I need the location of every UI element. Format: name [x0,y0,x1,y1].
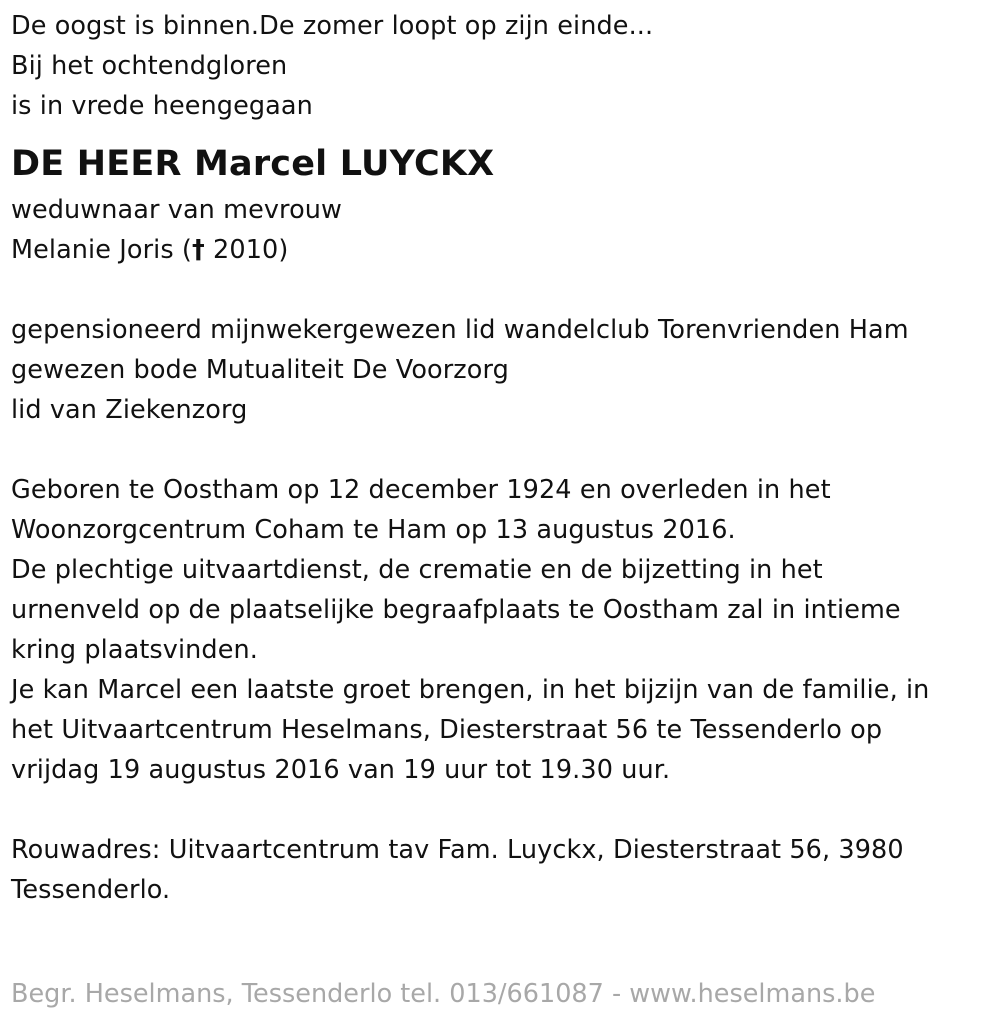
address-line-2: Tessenderlo. [11,875,171,905]
details-line-8: vrijdag 19 augustus 2016 van 19 uur tot 19.30 uur. [11,755,671,785]
funeral-home-footer: Begr. Heselmans, Tessenderlo tel. 013/661087 - www.heselmans.be [11,979,876,1009]
cross-icon: † [191,235,205,265]
spacer [11,790,991,830]
address-block [11,830,991,910]
address-line-1: Rouwadres: Uitvaartcentrum tav Fam. Luyckx, Diesterstraat 56, 3980 [11,835,904,865]
intro-block [11,6,991,126]
deceased-name: DE HEER Marcel LUYCKX [11,144,495,184]
relation-block [11,190,991,270]
details-line-6: Je kan Marcel een laatste groet brengen, in het bijzijn van de familie, in [11,675,930,705]
occupation-line-3: lid van Ziekenzorg [11,395,248,425]
details-line-2: Woonzorgcentrum Coham te Ham op 13 augustus 2016. [11,515,736,545]
intro-line-2: Bij het ochtendgloren [11,51,288,81]
occupation-block [11,310,991,430]
occupation-line-1: gepensioneerd mijnwekergewezen lid wandelclub Torenvrienden Ham [11,315,909,345]
occupation-line-2: gewezen bode Mutualiteit De Voorzorg [11,355,509,385]
spacer [11,430,991,470]
intro-line-3: is in vrede heengegaan [11,91,313,121]
details-line-3: De plechtige uitvaartdienst, de crematie en de bijzetting in het [11,555,823,585]
details-line-7: het Uitvaartcentrum Heselmans, Diesterstraat 56 te Tessenderlo op [11,715,883,745]
obituary-notice [11,6,991,910]
intro-line-1: De oogst is binnen.De zomer loopt op zijn einde... [11,11,654,41]
details-block [11,470,991,790]
relation-line: weduwnaar van mevrouw [11,195,342,225]
spacer [11,270,991,310]
details-line-4: urnenveld op de plaatselijke begraafplaats te Oostham zal in intieme [11,595,901,625]
spouse-name: Melanie Joris ( [11,235,192,265]
details-line-5: kring plaatsvinden. [11,635,258,665]
spouse-line [11,230,991,270]
spouse-death-year: 2010) [204,235,289,265]
details-line-1: Geboren te Oostham op 12 december 1924 en overleden in het [11,475,831,505]
